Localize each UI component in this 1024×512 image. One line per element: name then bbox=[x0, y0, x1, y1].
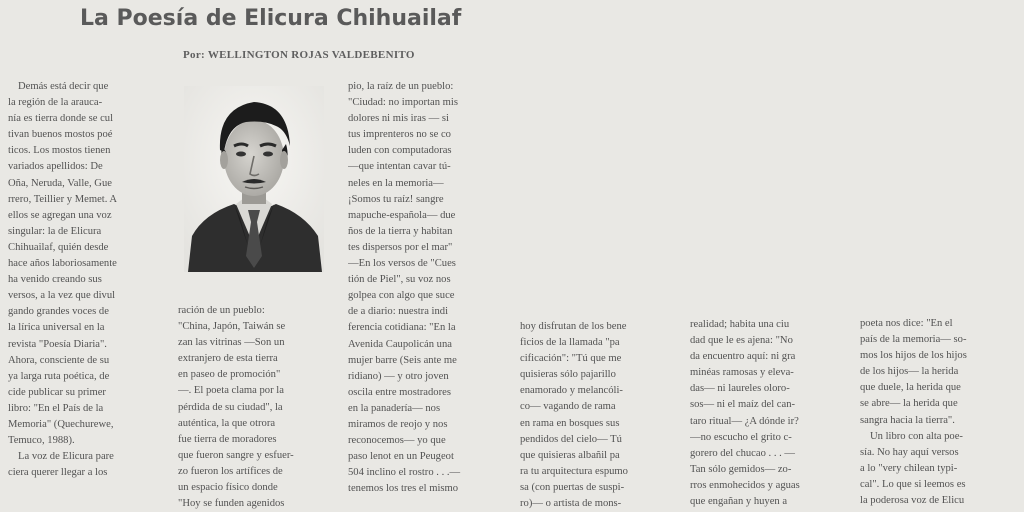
text-line: taro ritual— ¿A dónde ir? bbox=[690, 415, 799, 427]
text-line: en paseo de promoción" bbox=[178, 369, 281, 381]
text-line: rrero, Teillier y Memet. A bbox=[8, 193, 118, 205]
text-line: Chihuailaf, quién desde bbox=[8, 241, 109, 253]
text-line: pio, la raíz de un pueblo: bbox=[348, 81, 454, 92]
text-line: rros enmohecidos y aguas bbox=[690, 479, 800, 491]
text-line: gando grandes voces de bbox=[8, 306, 109, 318]
text-line: que engañan y huyen a bbox=[690, 496, 788, 508]
text-line: Oña, Neruda, Valle, Gue bbox=[8, 177, 112, 189]
text-line: ra tu arquitectura espumo bbox=[520, 465, 628, 477]
text-line: mos los hijos de los hijos bbox=[860, 350, 967, 362]
text-line: que duele, la herida que bbox=[860, 382, 961, 394]
text-line: dad que le es ajena: "No bbox=[690, 335, 793, 347]
text-line: da encuentro aquí: ni gra bbox=[690, 351, 796, 363]
text-line: enamorado y melancóli- bbox=[520, 385, 623, 397]
text-line: nía es tierra donde se cul bbox=[8, 113, 114, 125]
text-line: hace años laboriosamente bbox=[8, 258, 117, 270]
text-line: Memoria" (Quechurewe, bbox=[8, 418, 114, 430]
text-line: gorero del chucao . . . — bbox=[690, 447, 796, 459]
text-line: tión de Piel", su voz nos bbox=[348, 274, 451, 286]
text-line: auténtica, la que otrora bbox=[178, 417, 276, 429]
text-line: golpea con algo que suce bbox=[348, 290, 455, 302]
text-line: ños de la tierra y habitan bbox=[348, 225, 453, 237]
text-line: tivan buenos mostos poé bbox=[8, 129, 113, 141]
text-line: la región de la arauca- bbox=[8, 97, 103, 109]
text-line: ridiano) — y otro joven bbox=[348, 370, 449, 382]
text-line: extranjero de esta tierra bbox=[178, 353, 278, 365]
text-line: poeta nos dice: "En el bbox=[860, 318, 953, 329]
text-line: —. El poeta clama por la bbox=[178, 385, 284, 397]
text-line: —que intentan cavar tú- bbox=[348, 161, 451, 173]
text-line: oscila entre mostradores bbox=[348, 386, 451, 398]
text-line: ro)— o artista de mons- bbox=[520, 498, 622, 510]
text-line: das— ni laureles oloro- bbox=[690, 383, 790, 395]
text-line: minéas ramosas y eleva- bbox=[690, 367, 794, 379]
text-line: que quisieras albañil pa bbox=[520, 449, 620, 461]
text-line: sos— ni el maíz del can- bbox=[690, 399, 796, 411]
author-portrait-image bbox=[184, 86, 324, 272]
text-line: tenemos los tres el mismo bbox=[348, 483, 459, 495]
text-line: la poderosa voz de Elicu bbox=[860, 495, 965, 507]
text-line: paso lenot en un Peugeot bbox=[348, 451, 454, 463]
text-line: cide publicar su primer bbox=[8, 386, 106, 398]
text-line: Temuco, 1988). bbox=[8, 435, 75, 447]
text-line: tes dispersos por el mar" bbox=[348, 241, 453, 253]
text-line: La voz de Elicura pare bbox=[18, 451, 114, 463]
article-column-3 bbox=[348, 79, 504, 497]
text-line: Avenida Caupolicán una bbox=[348, 338, 452, 350]
author-photo bbox=[184, 86, 324, 272]
article-column-4 bbox=[520, 319, 678, 512]
text-line: mujer barre (Seis ante me bbox=[348, 354, 457, 366]
text-line: ferencia cotidiana: "En la bbox=[348, 322, 456, 334]
text-line: neles en la memoria— bbox=[348, 177, 444, 189]
text-line: ya larga ruta poética, de bbox=[8, 370, 110, 382]
text-line: de los hijos— la herida bbox=[860, 366, 959, 378]
text-line: de a diario: nuestra indi bbox=[348, 306, 449, 318]
text-line: Ahora, consciente de su bbox=[8, 354, 110, 366]
text-line: cal". Lo que si leemos es bbox=[860, 478, 966, 490]
text-line: co— vagando de rama bbox=[520, 401, 616, 413]
text-line: —En los versos de "Cues bbox=[348, 258, 456, 270]
text-line: fue tierra de moradores bbox=[178, 433, 277, 445]
text-line: sa (con puertas de suspi- bbox=[520, 481, 625, 493]
text-line: a lo "very chilean typi- bbox=[860, 462, 958, 474]
text-line: Tan sólo gemidos— zo- bbox=[690, 463, 792, 475]
text-line: se abre— la herida que bbox=[860, 398, 958, 410]
text-line: Un libro con alta poe- bbox=[870, 430, 963, 442]
text-line: sía. No hay aquí versos bbox=[860, 446, 959, 458]
article-column-5 bbox=[690, 317, 848, 510]
text-line: sangra hacia la tierra". bbox=[860, 414, 955, 426]
text-line: ticos. Los mostos tienen bbox=[8, 145, 111, 157]
text-line: en rama en bosques sus bbox=[520, 417, 620, 429]
article-column-1 bbox=[8, 79, 168, 481]
text-line: ficios de la llamada "pa bbox=[520, 337, 620, 349]
text-line: ellos se agregan una voz bbox=[8, 209, 112, 221]
text-line: la lírica universal en la bbox=[8, 322, 105, 334]
text-line: mapuche-española— due bbox=[348, 209, 456, 221]
text-line: miramos de reojo y nos bbox=[348, 418, 448, 430]
text-line: Demás está decir que bbox=[18, 81, 109, 92]
text-line: luden con computadoras bbox=[348, 145, 452, 157]
text-line: pendidos del cielo— Tú bbox=[520, 433, 622, 445]
text-line: realidad; habita una ciu bbox=[690, 319, 790, 330]
article-byline: Por: WELLINGTON ROJAS VALDEBENITO bbox=[183, 49, 415, 61]
text-line: 504 inclino el rostro . . .— bbox=[348, 467, 461, 479]
article-column-6 bbox=[860, 316, 1020, 509]
article-column-2 bbox=[178, 303, 336, 512]
text-line: —no escucho el grito c- bbox=[690, 431, 792, 443]
text-line: ¡Somos tu raíz! sangre bbox=[348, 193, 444, 205]
text-line: en la panadería— nos bbox=[348, 402, 441, 414]
text-line: país de la memoria— so- bbox=[860, 334, 967, 346]
text-line: un espacio físico donde bbox=[178, 482, 278, 494]
text-line: variados apellidos: De bbox=[8, 161, 103, 173]
text-line: dolores ni mis iras — si bbox=[348, 113, 449, 125]
text-line: "Hoy se funden agenidos bbox=[178, 498, 285, 510]
text-line: libro: "En el País de la bbox=[8, 402, 104, 414]
text-line: "China, Japón, Taiwán se bbox=[178, 321, 286, 333]
text-line: tus imprenteros no se co bbox=[348, 129, 451, 141]
text-line: reconocemos— yo que bbox=[348, 435, 446, 447]
text-line: zan las vitrinas —Son un bbox=[178, 337, 285, 349]
text-line: pérdida de su ciudad", la bbox=[178, 401, 283, 413]
text-line: "Ciudad: no importan mis bbox=[348, 97, 458, 109]
text-line: ciera querer llegar a los bbox=[8, 467, 108, 479]
text-line: singular: la de Elicura bbox=[8, 225, 102, 237]
text-line: hoy disfrutan de los bene bbox=[520, 321, 627, 332]
text-line: que fueron sangre y esfuer- bbox=[178, 449, 294, 461]
text-line: ha venido creando sus bbox=[8, 274, 102, 286]
text-line: quisieras sólo pajarillo bbox=[520, 369, 616, 381]
text-line: cificación": "Tú que me bbox=[520, 353, 622, 365]
text-line: revista "Poesía Diaria". bbox=[8, 338, 107, 350]
text-line: versos, a la vez que divul bbox=[8, 290, 116, 302]
article-title: La Poesía de Elicura Chihuailaf bbox=[80, 6, 462, 31]
text-line: ración de un pueblo: bbox=[178, 305, 265, 316]
text-line: zo fueron los artífices de bbox=[178, 465, 283, 477]
